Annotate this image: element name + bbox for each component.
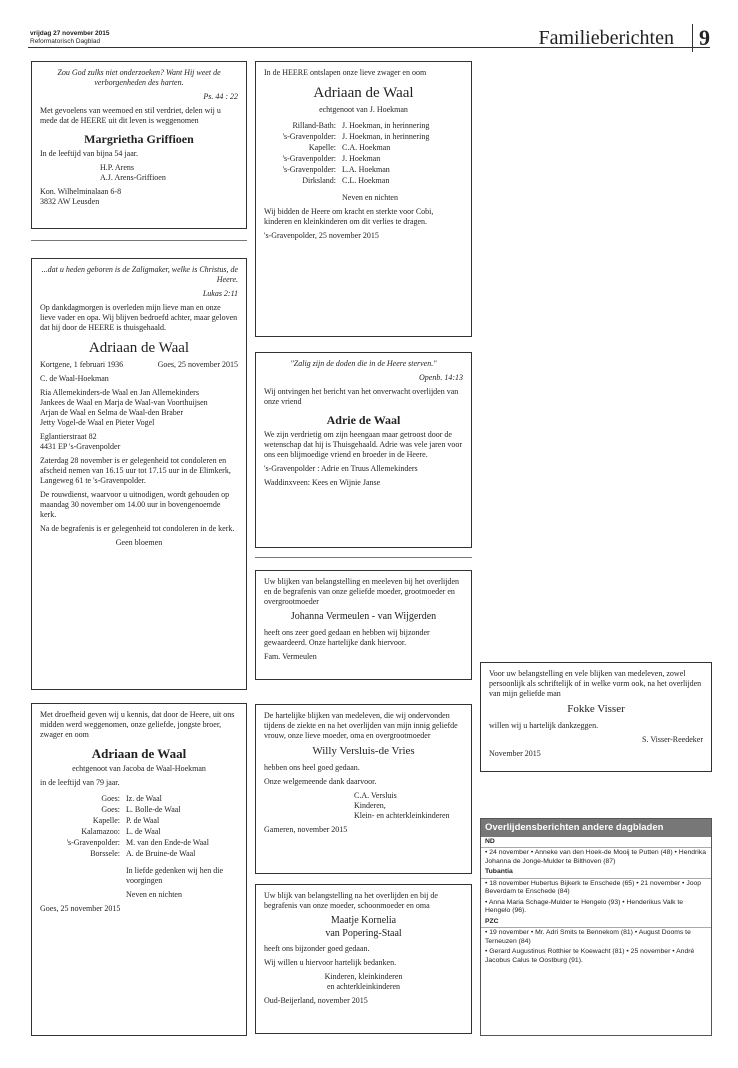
place: Goes: — [101, 805, 120, 815]
place: Rilland-Bath: — [292, 120, 336, 130]
notice-de-waal-main — [31, 258, 247, 690]
header-paper: Reformatorisch Dagblad — [30, 38, 101, 46]
verse-ref: Openb. 14:13 — [419, 373, 463, 382]
verse: "Zalig zijn de doden die in de Heere sterven." — [290, 359, 437, 368]
person: J. Hoekman — [342, 153, 381, 163]
person: C.L. Hoekman — [342, 175, 390, 185]
deceased-name: Fokke Visser — [567, 703, 625, 715]
deceased-name: Adriaan de Waal — [88, 340, 190, 356]
age: In de leeftijd van bijna 54 jaar. — [40, 149, 138, 158]
intro: De hartelijke blijken van medeleven, die wij ondervonden tijdens de ziekte en na het overlijden van mijn innig geliefde vrouw, onze lieve moeder, oma en overgrootmoeder — [264, 711, 458, 740]
footer: Goes, 25 november 2015 — [40, 904, 121, 914]
family: Ria Allemekinders-de Waal en Jan Allemekinders Jankees de Waal en Marja de Waal-van Voorthuijsen Arjan de Waal en Selma de Waal-den Braber Jetty Vogel-de Waal en Pieter Vogel — [40, 387, 208, 427]
nephews: Neven en nichten — [126, 890, 182, 900]
entry: • Gerard Augustinus Rotthier te Koewacht (81) • 25 november • André Jacobus Calus te Oostburg (91). — [485, 948, 695, 964]
notice-visser — [480, 662, 712, 772]
spouse: echtgenoot van Jacoba de Waal-Hoekman — [72, 764, 206, 774]
notice-griffioen — [31, 61, 247, 229]
intro: Uw blijken van belangstelling en meeleven bij het overlijden en de begrafenis van onze geliefde moeder, grootmoeder en overgrootmoeder — [264, 577, 460, 606]
nephews: Neven en nichten — [342, 192, 398, 202]
place: 's-Gravenpolder: — [282, 153, 336, 163]
entry: • 18 november Hubertus Bijkerk te Enschede (65) • 21 november • Joop Beverdam te Enschede (84) — [485, 879, 702, 896]
spouse: echtgenoot van J. Hoekman — [319, 104, 408, 114]
notice-de-waal-hoekman — [255, 61, 472, 337]
place: Dirksland: — [302, 175, 336, 185]
address: Kon. Wilhelminalaan 6-8 3832 AW Leusden — [40, 187, 122, 206]
place: 's-Gravenpolder: — [282, 164, 336, 174]
person: C.A. Hoekman — [342, 142, 391, 152]
place: Kapelle: — [308, 142, 336, 152]
person: L.A. Hoekman — [342, 164, 390, 174]
condolence-info: Zaterdag 28 november is er gelegenheid tot condoleren en afscheid nemen van 16.15 uur tot 17.15 uur in de Elimkerk, Langeweg 61 te 's-Gravenpolder. — [40, 455, 231, 485]
family-table — [264, 121, 463, 187]
person: M. van den Ende-de Waal — [126, 838, 209, 848]
other-papers-box — [480, 818, 712, 1036]
signers: H.P. Arens A.J. Arens-Griffioen — [100, 163, 166, 182]
text: Onze welgemeende dank daarvoor. — [264, 776, 377, 786]
age: in de leeftijd van 79 jaar. — [40, 778, 120, 788]
intro: Wij ontvingen het bericht van het onverwacht overlijden van onze vriend — [264, 387, 459, 406]
dates — [40, 360, 238, 370]
signer: Fam. Vermeulen — [264, 651, 317, 661]
text: willen wij u hartelijk dankzeggen. — [489, 720, 599, 730]
signers: Kinderen, kleinkinderen en achterkleinkinderen — [324, 972, 403, 991]
divider — [255, 557, 472, 558]
deceased-name: Adrie de Waal — [326, 413, 401, 427]
deceased-name: Margrietha Griffioen — [84, 132, 194, 146]
notice-vermeulen — [255, 570, 472, 680]
section-label: Tubantia — [481, 867, 711, 878]
person: L. de Waal — [126, 827, 161, 837]
notice-de-waal-family — [31, 703, 247, 1036]
flowers: Geen bloemen — [115, 537, 163, 547]
section-title: Familieberichten — [538, 27, 674, 49]
place: Kapelle: — [92, 816, 120, 826]
person: A. de Bruine-de Waal — [126, 849, 196, 859]
deceased-name: Adriaan de Waal — [313, 85, 414, 101]
text: Wij willen u hiervoor hartelijk bedanken. — [264, 958, 397, 967]
box-title: Overlijdensberichten andere dagbladen — [481, 819, 711, 837]
intro: Voor uw belangstelling en vele blijken van medeleven, zowel persoonlijk als schriftelijk of in welke vorm ook, na het overlijden van mijn geliefde man — [489, 669, 702, 698]
deceased-name: Maatje Kornelia van Popering-Staal — [325, 915, 402, 939]
verse: ...dat u heden geboren is de Zaligmaker, welke is Christus, de Heere. — [41, 265, 238, 284]
person: Iz. de Waal — [126, 794, 162, 804]
intro: Met gevoelens van weemoed en stil verdriet, delen wij u mede dat de HEERE uit dit leven is weggenomen — [40, 106, 221, 125]
text: We zijn verdrietig om zijn heengaan maar getroost door de wetenschap dat hij is Thuisgehaald. Adrie was vele jaren voor ons een blijmoedige vriend en broeder in de Heere. — [264, 430, 463, 459]
signer: 's-Gravenpolder : Adrie en Truus Allemekinders — [264, 464, 418, 473]
footer: Gameren, november 2015 — [264, 824, 348, 834]
header-meta — [30, 30, 110, 47]
text: heeft ons bijzonder goed gedaan. — [264, 944, 370, 953]
intro: In de HEERE ontslapen onze lieve zwager en oom — [264, 68, 427, 77]
footer: November 2015 — [489, 748, 541, 758]
place: 's-Gravenpolder: — [282, 131, 336, 141]
notice-versluis — [255, 704, 472, 874]
place: Kalamazoo: — [81, 827, 120, 837]
verse-ref: Ps. 44 : 22 — [203, 92, 238, 101]
place: Goes: — [101, 794, 120, 804]
born: Kortgene, 1 februari 1936 — [40, 359, 124, 369]
family-table — [40, 794, 238, 860]
section-label: PZC — [481, 917, 711, 928]
died: Goes, 25 november 2015 — [157, 359, 238, 369]
person: J. Hoekman, in herinnering — [342, 131, 430, 141]
signer: S. Visser-Reedeker — [642, 734, 703, 744]
deceased-name: Johanna Vermeulen - van Wijgerden — [290, 611, 437, 622]
place: Borssele: — [90, 849, 120, 859]
entry: • Anna Maria Schage-Mulder te Hengelo (93) • Henderikus Valk te Hengelo (96). — [485, 898, 684, 915]
divider — [31, 240, 247, 241]
after-info: Na de begrafenis is er gelegenheid tot condoleren in de kerk. — [40, 523, 235, 533]
verse-ref: Lukas 2:11 — [202, 289, 238, 298]
intro: Uw blijk van belangstelling na het overlijden en bij de begrafenis van onze moeder, schoonmoeder en oma — [264, 891, 438, 910]
signer: Waddinxveen: Kees en Wijnie Janse — [264, 478, 381, 487]
deceased-name: Willy Versluis-de Vries — [312, 745, 415, 757]
text: hebben ons heel goed gedaan. — [264, 762, 360, 772]
service-info: De rouwdienst, waarvoor u uitnodigen, wordt gehouden op maandag 30 november om 14.00 uur in bovengenoemde kerk. — [40, 489, 230, 519]
person: P. de Waal — [126, 816, 160, 826]
footer: 's-Gravenpolder, 25 november 2015 — [264, 230, 379, 240]
text: heeft ons zeer goed gedaan en hebben wij bijzonder gewaardeerd. Onze hartelijke dank hiervoor. — [264, 627, 430, 647]
section-label: ND — [481, 837, 711, 848]
page-header — [28, 26, 710, 48]
place: 's-Gravenpolder: — [66, 838, 120, 848]
notice-van-popering — [255, 884, 472, 1034]
intro: Op dankdagmorgen is overleden mijn lieve man en onze lieve vader en opa. Wij blijven bedroefd achter, maar geloven dat hij door de HEERE is thuisgehaald. — [40, 303, 238, 332]
entry: • 24 november • Anneke van den Hoek-de Mooij te Putten (48) • Hendrika Johanna de Jonge-Mulder te Bilthoven (87) — [485, 849, 706, 865]
intro: Met droefheid geven wij u kennis, dat door de Heere, uit ons midden werd weggenomen, onze geliefde, jongste broer, zwager en oom — [40, 710, 235, 739]
text: Wij bidden de Heere om kracht en sterkte voor Cobi, kinderen en kleinkinderen om dit verlies te dragen. — [264, 206, 434, 226]
verse: Zou God zulks niet onderzoeken? Want Hij weet de verborgenheden des harten. — [57, 68, 221, 87]
signers: C.A. Versluis Kinderen, Klein- en achterkleinkinderen — [354, 790, 450, 820]
header-date: vrijdag 27 november 2015 — [30, 30, 110, 37]
person: L. Bolle-de Waal — [126, 805, 181, 815]
address: Eglantierstraat 82 4431 EP 's-Gravenpolder — [40, 431, 121, 451]
page-number: 9 — [692, 24, 710, 52]
deceased-name: Adriaan de Waal — [91, 746, 187, 761]
remembrance: In liefde gedenken wij hen die voorgingen — [126, 866, 224, 886]
notice-adrie-de-waal — [255, 352, 472, 548]
person: J. Hoekman, in herinnering — [342, 120, 430, 130]
spouse: C. de Waal-Hoekman — [40, 373, 109, 383]
entry: • 19 november • Mr. Adri Smits te Bennekom (81) • August Dooms te Terneuzen (84) — [485, 929, 691, 945]
footer: Oud-Beijerland, november 2015 — [264, 996, 368, 1005]
